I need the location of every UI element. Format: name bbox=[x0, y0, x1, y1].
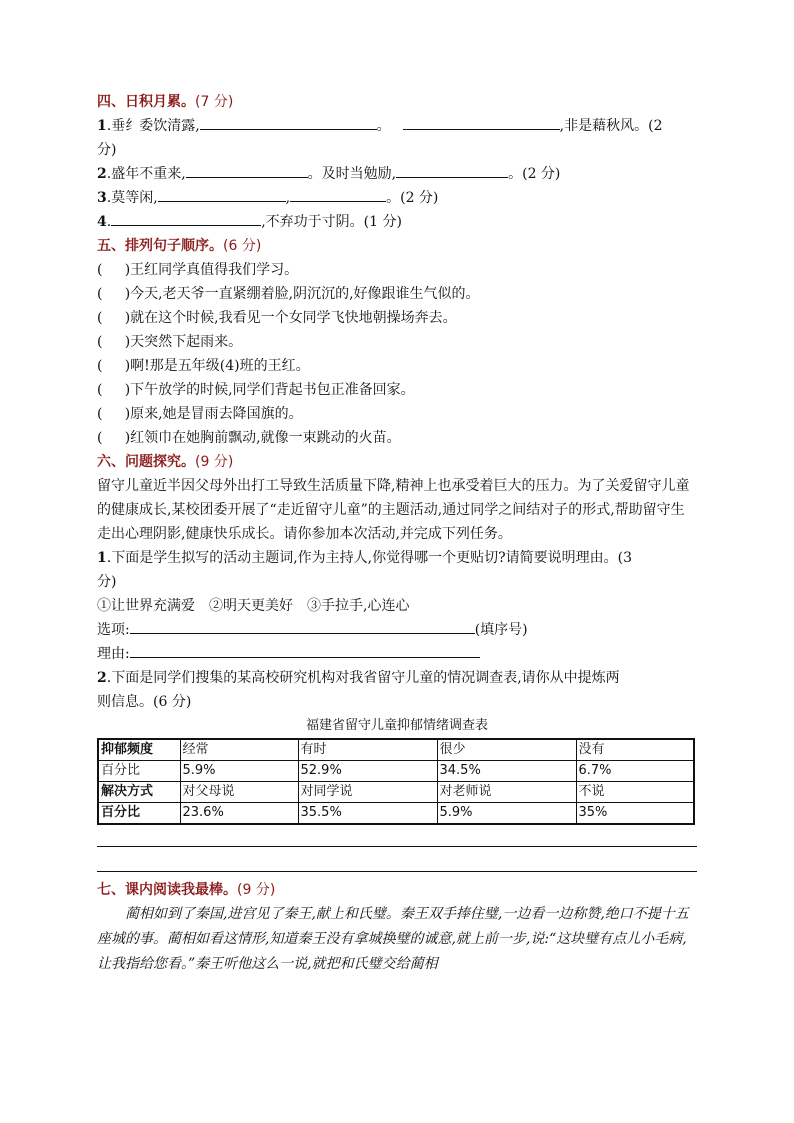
s6-question-1 bbox=[97, 546, 697, 594]
section-7-title: 七、课内阅读我最棒。 bbox=[97, 882, 237, 898]
answer-blank[interactable] bbox=[186, 162, 308, 178]
q-text: .下面是学生拟写的活动主题词,作为主持人,你觉得哪一个更贴切?请简要说明理由。(3 bbox=[106, 550, 632, 566]
section-6-heading bbox=[97, 450, 697, 474]
table-cell: 35% bbox=[576, 803, 694, 825]
table-cell: 经常 bbox=[180, 739, 298, 761]
table-row bbox=[98, 761, 694, 782]
table-cell: 有时 bbox=[298, 739, 437, 761]
table-cell: 35.5% bbox=[298, 803, 437, 825]
section-4-score: (7 分) bbox=[195, 94, 234, 110]
s4-question-4 bbox=[97, 210, 697, 234]
table-cell: 52.9% bbox=[298, 761, 437, 782]
q-number: 1 bbox=[97, 118, 107, 134]
q-number: 2 bbox=[97, 166, 107, 182]
choice-blank[interactable] bbox=[130, 618, 475, 634]
section-7-heading bbox=[97, 878, 697, 902]
table-cell: 对同学说 bbox=[298, 782, 437, 803]
table-title: 福建省留守儿童抑郁情绪调查表 bbox=[305, 718, 488, 733]
answer-blank[interactable] bbox=[396, 162, 508, 178]
table-cell: 百分比 bbox=[98, 761, 180, 782]
exam-page bbox=[97, 90, 697, 977]
table-cell: 对老师说 bbox=[437, 782, 576, 803]
order-item[interactable]: ( )天突然下起雨来。 bbox=[97, 334, 243, 350]
table-cell: 很少 bbox=[437, 739, 576, 761]
reason-label: 理由: bbox=[97, 646, 130, 662]
q-number: 3 bbox=[97, 190, 107, 206]
q-text: . bbox=[106, 214, 112, 230]
s4-question-1 bbox=[97, 114, 697, 138]
order-item[interactable]: ( )红领巾在她胸前飘动,就像一束跳动的火苗。 bbox=[97, 430, 401, 446]
table-cell: 5.9% bbox=[437, 803, 576, 825]
section-4-heading bbox=[97, 90, 697, 114]
q-number: 4 bbox=[97, 214, 107, 230]
q-text: 。(2 分) bbox=[508, 166, 561, 182]
q-text: ,不弃功于寸阴。(1 分) bbox=[261, 214, 402, 230]
reading-passage: 蔺相如到了秦国,进宫见了秦王,献上和氏璧。秦王双手捧住璧,一边看一边称赞,绝口不提十五座城的事。蔺相如看这情形,知道秦王没有拿城换璧的诚意,就上前一步,说:“这块璧有点儿小毛病,让我指给您看。”秦王听他这么一说,就把和氏璧交给蔺相 bbox=[97, 906, 689, 972]
section-7-score: (9 分) bbox=[237, 882, 276, 898]
order-item[interactable]: ( )下午放学的时候,同学们背起书包正准备回家。 bbox=[97, 382, 415, 398]
order-item[interactable]: ( )原来,她是冒雨去降国旗的。 bbox=[97, 406, 303, 422]
section-5-score: (6 分) bbox=[223, 238, 262, 254]
order-item[interactable]: ( )啊!那是五年级(4)班的王红。 bbox=[97, 358, 310, 374]
answer-blank[interactable] bbox=[200, 114, 377, 130]
q-text: , bbox=[285, 190, 291, 206]
table-cell: 对父母说 bbox=[180, 782, 298, 803]
order-item[interactable]: ( )就在这个时候,我看见一个女同学飞快地朝操场奔去。 bbox=[97, 310, 457, 326]
q-text-cont: 分) bbox=[97, 574, 117, 590]
q-text: .莫等闲, bbox=[106, 190, 158, 206]
s4-question-1-cont: 分) bbox=[97, 142, 117, 158]
q-text: 。 bbox=[376, 118, 391, 134]
choice-row bbox=[97, 618, 697, 642]
answer-blank[interactable] bbox=[111, 210, 261, 226]
table-cell: 抑郁频度 bbox=[98, 739, 180, 761]
answer-blank[interactable] bbox=[158, 186, 286, 202]
section-6-intro: 留守儿童近半因父母外出打工导致生活质量下降,精神上也承受着巨大的压力。为了关爱留守儿童的健康成长,某校团委开展了“走近留守儿童”的主题活动,通过同学之间结对子的形式,帮助留守生走出心理阴影,健康快乐成长。请你参加本次活动,并完成下列任务。 bbox=[97, 478, 690, 542]
reason-blank[interactable] bbox=[130, 642, 480, 658]
section-5-heading bbox=[97, 234, 697, 258]
table-cell: 23.6% bbox=[180, 803, 298, 825]
q-text-cont: 则信息。(6 分) bbox=[97, 694, 192, 710]
order-item[interactable]: ( )王红同学真值得我们学习。 bbox=[97, 262, 299, 278]
q-text: .下面是同学们搜集的某高校研究机构对我省留守儿童的情况调查表,请你从中提炼两 bbox=[106, 670, 620, 686]
table-cell: 解决方式 bbox=[98, 782, 180, 803]
s6-question-2 bbox=[97, 666, 697, 714]
choice-hint: (填序号) bbox=[474, 622, 528, 638]
q-text: 。(2 分) bbox=[386, 190, 439, 206]
order-item[interactable]: ( )今天,老天爷一直紧绷着脸,阴沉沉的,好像跟谁生气似的。 bbox=[97, 286, 480, 302]
theme-options: ①让世界充满爱 ②明天更美好 ③手拉手,心连心 bbox=[97, 598, 410, 614]
survey-table bbox=[97, 738, 695, 825]
s4-question-3 bbox=[97, 186, 697, 210]
section-6-score: (9 分) bbox=[195, 454, 234, 470]
table-row bbox=[98, 782, 694, 803]
answer-blank[interactable] bbox=[290, 186, 386, 202]
section-6-title: 六、问题探究。 bbox=[97, 454, 195, 470]
q-text: 。及时当勉励, bbox=[307, 166, 397, 182]
q-text: .垂纟委饮清露, bbox=[106, 118, 200, 134]
answer-blank[interactable] bbox=[403, 114, 560, 130]
section-4-title: 四、日积月累。 bbox=[97, 94, 195, 110]
table-cell: 6.7% bbox=[576, 761, 694, 782]
table-cell: 5.9% bbox=[180, 761, 298, 782]
s4-question-2 bbox=[97, 162, 697, 186]
table-row bbox=[98, 739, 694, 761]
q-number: 1 bbox=[97, 550, 107, 566]
q-text: ,非是藉秋风。(2 bbox=[559, 118, 663, 134]
section-5-title: 五、排列句子顺序。 bbox=[97, 238, 223, 254]
table-cell: 没有 bbox=[576, 739, 694, 761]
table-cell: 百分比 bbox=[98, 803, 180, 825]
table-cell: 不说 bbox=[576, 782, 694, 803]
q-number: 2 bbox=[97, 670, 107, 686]
reason-row bbox=[97, 642, 697, 666]
table-row bbox=[98, 803, 694, 825]
choice-label: 选项: bbox=[97, 622, 130, 638]
q-text: .盛年不重来, bbox=[106, 166, 186, 182]
table-cell: 34.5% bbox=[437, 761, 576, 782]
